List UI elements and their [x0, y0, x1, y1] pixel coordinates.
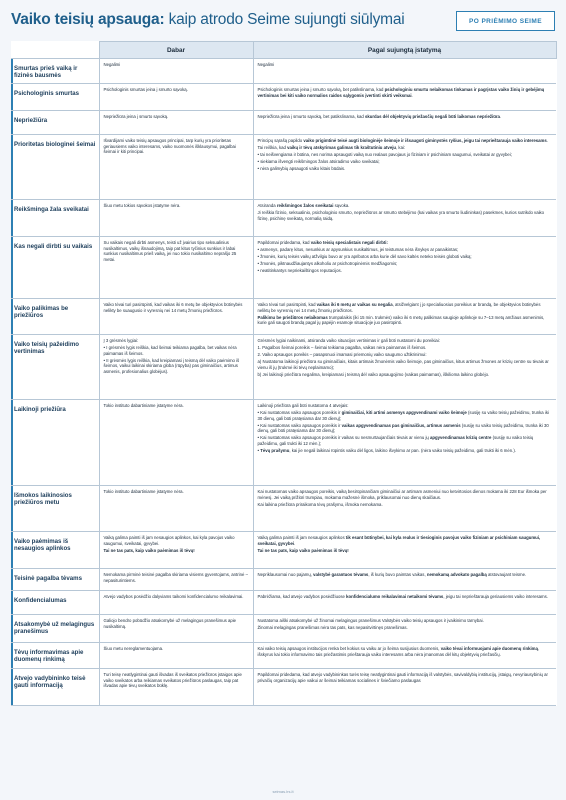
table-row [11, 59, 556, 84]
title-bold: Vaiko teisių apsauga: [11, 11, 165, 28]
table-row [11, 615, 556, 643]
table-row [11, 591, 556, 615]
row-now [99, 615, 253, 643]
row-new-paragraph: Tai reiškia, kad vaikų ir tėvų atskyrimas galimas tik kraštutiniu atveju, kai: [257, 145, 406, 150]
row-new-paragraph: Vaiko tėvai turi pasirūpinti, kad vaikas iki 6 metų ar vaikas su negalia, atsižvelgiant į jo specialiuosius poreikius ar brandą, be objektyvios būtinybės neliktų be vyresnių nei 14 metų žmonių priežiūros. [257, 302, 541, 313]
row-now [99, 299, 253, 335]
row-topic: Kas negali dirbti su vaikais [11, 237, 99, 299]
row-topic: Teisinė pagalba tėvams [11, 569, 99, 591]
row-topic: Prioritetas biologinei šeimai [11, 135, 99, 200]
row-now [99, 200, 253, 237]
row-topic: Vaiko teisių pažeidimo vertinimas [11, 335, 99, 400]
row-new [253, 643, 556, 669]
row-now-paragraph: Nemokama pirminė teisinė pagalba skiriama visiems gyventojams, antrinė – nepasiturintiems. [103, 572, 248, 583]
row-new-paragraph: • Kai nustatomas vaiko apsaugos poreikis ir giminaičiai, kiti artimi asmenys apgyvendinami vaiko šeimoje (susiję su vaiko teisių pažeidimu, trunka iki 30 dienų, gali būti pratęsiama dar 30 dienų); [257, 410, 549, 421]
table-row [11, 643, 556, 669]
row-now [99, 669, 253, 706]
row-new-paragraph: Grėsmės lygiai naikinami, atsiranda vaiko situacijos vertinimas ir gali būti nustatomi du poreikiai: [257, 338, 440, 343]
row-topic: Atsakomybė už melagingus pranešimus [11, 615, 99, 643]
row-new-paragraph: • žmonės, piktnaudžiaujantys alkoholiu ar psichotropinėmis medžiagomis; [257, 261, 398, 266]
column-header-new: Pagal sujungtą įstatymą [253, 42, 556, 59]
row-topic: Konfidencialumas [11, 591, 99, 615]
footer-source: seimas.lrs.lt [272, 789, 294, 794]
comparison-table [11, 41, 557, 706]
row-new [253, 59, 556, 84]
table-row [11, 200, 556, 237]
row-new-paragraph: Negalimi [257, 62, 275, 67]
row-now-paragraph: Psichologinis smurtas įeina į smurto sąvoką. [103, 87, 188, 92]
table-row [11, 669, 556, 706]
row-now-paragraph: Turi teisę neatlygintinai gauti išvadas iš sveikatos priežiūros įstaigos apie vaiko sveikatos arba reikiamas sveikatos priežiūros paslaugas, taip pat išvadas apie tėvų sveikatos būklę. [103, 672, 242, 688]
row-new [253, 400, 556, 486]
row-new-paragraph: • Kai nustatomas vaiko apsaugos poreikis ir vaikas su nesmurtaujančiais tėvais ar vienu jų apgyvendinamas krizių centre (susiję su vaiko teisių pažeidimu, gali trukti iki 12 mėn.); [257, 435, 534, 446]
row-now [99, 591, 253, 615]
table-row [11, 486, 556, 532]
row-new [253, 200, 556, 237]
table-row [11, 532, 556, 569]
row-now [99, 84, 253, 111]
row-topic: Nepriežiūra [11, 111, 99, 135]
row-new-paragraph: Principų sąrašą papildo vaiko prigimtinė teisė augti biologinėje šeimoje ir išsaugoti giminystės ryšius, jeigu tai neprieštarauja vaiko interesams. [257, 138, 548, 143]
row-now-paragraph: Išvardijami vaiko teisių apsaugos principai, tarp kurių yra prioritetas geriausiems vaiko interesams, vaiko nuomonės išklausymui, pagalbai šeimai ir kiti principai. [103, 138, 236, 154]
row-topic: Išmokos laikinosios priežiūros metu [11, 486, 99, 532]
row-new-paragraph: Vaiką galima paimti iš jam nesaugios aplinkos tik esant būtinybei, kai kyla realus ir tiesioginis pavojus vaiko fiziniam ar psichiniam saugumui, sveikatai, gyvybei. [257, 535, 541, 546]
row-new-paragraph: Papildomai pridedama, kad vaiko teisių specialistais negali dirbti: [257, 240, 388, 245]
table-header-row [11, 42, 556, 59]
row-new-paragraph: Palikimu be priežiūros nelaikomas trumpalaikis (iki 15 min. trukmės) vaiko iki 6 metų palikimas saugioje aplinkoje su 7–13 metų amžiaus asmenimis, kurie gali saugoti brandą pagal jų papėjin esamoje situacijoje juo pasirūpinti. [257, 314, 545, 325]
row-new-paragraph: Nustatoma aiški atsakomybė už žinomai melagingus pranešimus Valstybės vaiko teisių apsaugos ir įvaikinimo tarnybai. [257, 618, 484, 623]
row-new-paragraph: Kai nustatomas vaiko apsaugos poreikis, vaiką besirūpinančiam giminaičiui ar artimam asmeniui nuo ketvirtosios dienos mokama iki 228 Eur išmoka per mėnesį. Jei vaiką prižiūri trumpiau, mokama mažesnė išmoka, priklausomai nuo dienų skaičiaus. [257, 489, 547, 500]
row-now [99, 135, 253, 200]
row-now [99, 643, 253, 669]
table-body [11, 59, 556, 706]
row-new [253, 532, 556, 569]
row-new-paragraph: • asmenys, padarę kitus, nesunkius ar apysunkius nusikaltimus, jei teistumas nėra išnykęs ar panaikintas; [257, 247, 459, 252]
row-now-paragraph: Tokio instituto dabartiniame įstatyme nėra. [103, 489, 184, 494]
row-new [253, 615, 556, 643]
row-now-paragraph: Šiuo metu tokios sąvokos įstatyme nėra. [103, 203, 181, 208]
row-new-paragraph: • tai neišvengiama ir būtina, nes norima apsaugoti vaiką nuo realaus pavojaus jo fiziniam ir psichiniam saugumui, sveikatai ar gyvybei; [257, 152, 512, 157]
row-new [253, 135, 556, 200]
row-now [99, 59, 253, 84]
row-new-paragraph: Nepriklausomai nuo pajamų, valstybė garantuos tėvams, iš kurių buvo paimtas vaikas, nemokamą advokato pagalbą atstovaujant teisme. [257, 572, 527, 577]
row-new-paragraph: Pabrėžiama, kad atvejo vadybos posėdžiuose konfidencialumo reikalavimai netaikomi tėvams, jeigu tai neprieštarauja geriausiems vaiko interesams. [257, 594, 548, 599]
row-new-paragraph: • nėra galimybių apsaugoti vaiko kitais būdais. [257, 166, 346, 171]
row-new-paragraph: a) Nustatoma laikinoji priežiūra su giminaičiais, kitais artimais žmonėmis vaiko šeimoje, pas giminaičius, kitus artimus žmones ar krizių centre su tėvais ar vienu iš jų (trukmė iki tėvų neplaimamo); [257, 359, 549, 370]
header-blank [11, 42, 99, 59]
row-now-paragraph: Šiuo metu nereglamentuojama. [103, 646, 164, 651]
row-new-paragraph: Psichologinis smurtas įeina į smurto sąvoką, bet patikslinama, kad psichologiniu smurtu nelaikomas tinkamas ir pagrįstas vaiko žinių ir gebėjimų vertinimas bei kiti vaiko normalios raidos sąlygomis įvertinti skirti veiksmai. [257, 87, 545, 98]
row-topic: Atvejo vadybininko teisė gauti informaciją [11, 669, 99, 706]
row-now-paragraph: Su vaikais negali dirbti asmenys, teisti už įvairius tipo seksualinius nusikaltimus, vaikų išnaudojimą, taip pat kitus tyčinius sunkius ir labai sunkius nusikaltimus prieš vaiką, jei nuo tokio nusikaltimo neprašjo 25 metai. [103, 240, 237, 262]
title-rest: kaip atrodo Seime sujungti siūlymai [168, 11, 405, 28]
row-topic: Tėvų informavimas apie duomenų rinkimą [11, 643, 99, 669]
row-now-paragraph: Atvejo vadybos posėdžio dalyviams taikomi konfidencialumo reikalavimai. [103, 594, 244, 599]
row-now-note: Tai ne tas pats, kaip vaiko paėmimas iš tėvų! [103, 547, 195, 553]
row-now-paragraph: Galiojo bendro pobūdžio atsakomybė už melagingus pranešimus apie nusikaltimą. [103, 618, 237, 629]
page-title [11, 11, 405, 29]
row-now [99, 486, 253, 532]
row-now [99, 111, 253, 135]
table-row [11, 84, 556, 111]
row-new-paragraph: Ji reiškia fizinio, seksualinio, psichologinio smurto, nepriežiūros ar smurto stebėjimo (kai vaikas yra smurto liudininkas) pasekmes, kurios sutrikdo vaiko fizinę, psichinę sveikatą, normalią raidą. [257, 210, 545, 221]
row-now-paragraph: Vaiko tėvai turi pasirūpinti, kad vaikas iki 6 metų be objektyvios būtinybės nelikty be suaugusio ir vyresnių nei 14 metų žmonių priežiūros. [103, 302, 243, 313]
row-now-paragraph: Negalimi [103, 62, 121, 67]
row-new [253, 84, 556, 111]
row-now [99, 237, 253, 299]
row-new [253, 111, 556, 135]
row-topic: Smurtas prieš vaiką ir fizinės bausmės [11, 59, 99, 84]
row-new-paragraph: Tai ne tas pats, kaip vaiko paėmimas iš tėvų! [257, 547, 349, 553]
row-new [253, 669, 556, 706]
row-topic: Vaiko paėmimas iš nesaugios aplinkos [11, 532, 99, 569]
row-now [99, 569, 253, 591]
row-topic: Reikšminga žala sveikatai [11, 200, 99, 237]
table-row [11, 400, 556, 486]
row-new-paragraph: b) Jei laikinoji priežiūra negalima, kreipiamasi į teismą dėl vaiko apsaugojimo (vaikas paimamas), iškilioma laikino globėjo. [257, 371, 490, 377]
status-badge: PO PRIĖMIMO SEIME [456, 11, 555, 31]
table-row [11, 237, 556, 299]
row-new [253, 569, 556, 591]
row-new [253, 237, 556, 299]
row-topic: Laikinoji priežiūra [11, 400, 99, 486]
row-new-paragraph: Kai laikina priežiūra priraikoma tėvų prašymu, išmoka nemokama. [257, 501, 383, 507]
row-new [253, 591, 556, 615]
row-now-paragraph: • II grėsmės lygis reiškia, kad kreipiamasi į teismą dėl vaiko paėmimo iš šeimos, vaikui laikinai skiriama globa (rūpyba) pas giminaičius, artimus asmenis, profesionalius globėjus). [103, 357, 240, 374]
row-new-paragraph: 2. Vaiko apsaugos poreikis – pasapsnuoi imamasi priemonių vaiko saugumo užtikrinimui: [257, 352, 427, 357]
row-now-paragraph: Į 3 grėsmės lygiai: [103, 338, 139, 343]
row-new-paragraph: Laikinoji priežiūra gali būti nustatoma 4 atvejais: [257, 403, 349, 408]
row-new-paragraph: Atsiranda reikšmingos žalos sveikatai sąvoka. [257, 203, 350, 208]
row-now [99, 400, 253, 486]
row-new-paragraph: • žmonės, kurių teisės vaikų atžvilgiu buvo ar yra apribotos arba kurie dėl savo kaltės neteko teisės globoti vaiką; [257, 254, 472, 259]
page-header [11, 9, 555, 39]
table-row [11, 111, 556, 135]
row-new-paragraph: • Kai nustatomas vaiko apsaugos poreikis ir vaikas apgyvendinamas pas giminaičius, artimus asmenis (susiję su vaiko teisių pažeidimu, trunka iki 30 dienų, gali būti pratęsiama dar 30 dienų); [257, 422, 549, 433]
row-new [253, 486, 556, 532]
row-new-paragraph: Žinomai melagingas pranešimas nėra tas pats, kas nepasitvirtinęs pranešimas. [257, 625, 408, 630]
row-new-paragraph: • siekiama išvengti reikšmingos žalos atsiradimo vaiko sveikatai; [257, 159, 380, 164]
column-header-now: Dabar [99, 42, 253, 59]
row-new-paragraph: • neatitinkantys nepriekaištingos reputacijos. [257, 268, 342, 273]
row-topic: Psichologinis smurtas [11, 84, 99, 111]
row-now-paragraph: • I grėsmės lygis reiškia, kad šeimai teikiama pagalba, bet vaikas nėra paimamas iš šeimos. [103, 345, 237, 356]
table-row [11, 299, 556, 335]
row-new-paragraph: 1. Pagalbos šeimai poreikis – šeimai teikiama pagalba, vaikas nėra paimamas iš šeimos. [257, 345, 427, 350]
row-now-paragraph: Nepriežiūra įeina į smurto sąvoką. [103, 114, 169, 119]
row-now [99, 532, 253, 569]
row-new-paragraph: • Tėvų prašymu, kai jie negali laikinai rūpintis vaiku dėl ligos, laikino išvykimo ar pan. (nėra vaiko teisių pažeidimo, gali trukti iki 6 mėn.). [257, 447, 516, 453]
table-row [11, 569, 556, 591]
row-new [253, 335, 556, 400]
row-now-paragraph: Tokio instituto dabartiniame įstatyme nėra. [103, 403, 184, 408]
row-new-paragraph: Nepriežiūra įeina į smurto sąvoką, bet patikslinama, kad skurdas dėl objektyvių priežasčių negali būti laikomas nepriežiūra. [257, 114, 502, 119]
row-now-paragraph: Vaiką galima paimti iš jam nesaugios aplinkos, kai kyla pavojus vaiko saugumui, sveikatai, gyvybei. [103, 535, 235, 546]
table-row [11, 335, 556, 400]
row-topic: Vaiko palikimas be priežiūros [11, 299, 99, 335]
row-new-paragraph: Kai vaiko teisių apsaugos institucijos renka bet kokius su vaiku ar jo šeima susijusius duomenis, vaiko tėvai informuojami apie duomenų rinkimą, išskyrus kai tokio informavimo tais priežastimis prieštarauja vaiko interesams arba nėra įmanomas dėl kitų objektyvių priežasčių. [257, 646, 540, 657]
row-new-paragraph: Papildomai pridedama, kad atvejo vadybininkas turės teisę neatlygintinai gauti informaciją iš valstybės, savivaldybių institucijų, įstaigų, nevyriausybinių ar privačių organizacijų apie vaikui ar šeimai teikiamas socialines ir šviečiamo paslaugas [257, 672, 548, 683]
row-new [253, 299, 556, 335]
row-now [99, 335, 253, 400]
table-row [11, 135, 556, 200]
